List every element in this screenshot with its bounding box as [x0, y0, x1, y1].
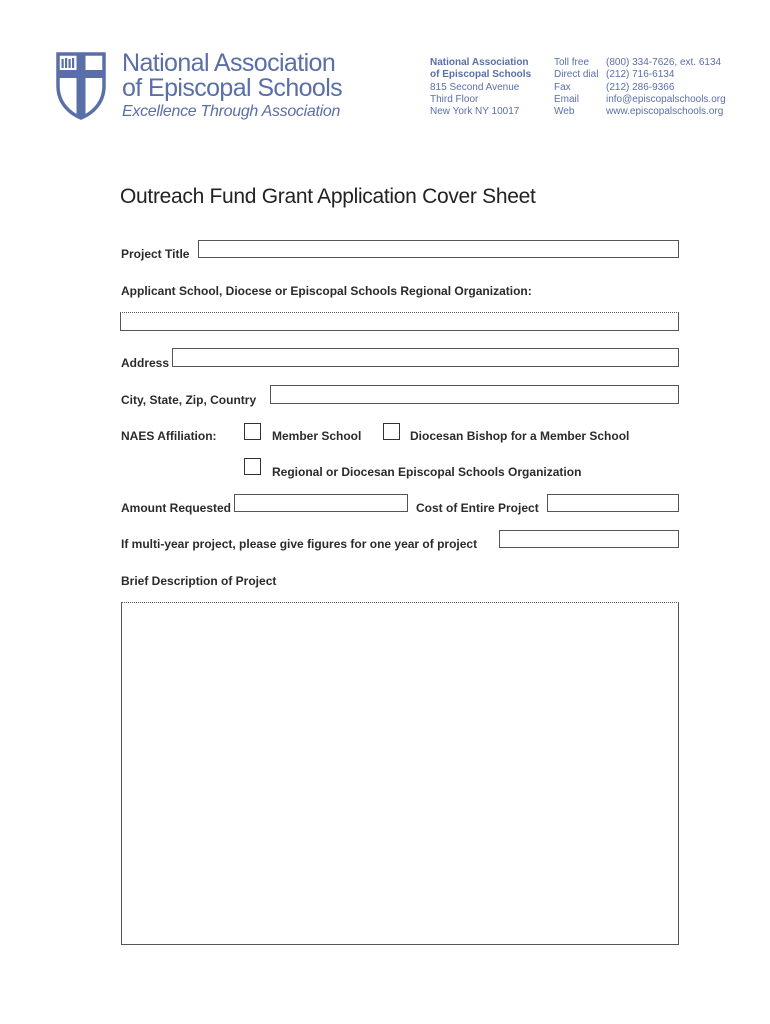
episcopal-shield-icon — [55, 52, 107, 120]
contact-row-email — [554, 94, 726, 106]
address-city: New York NY 10017 — [430, 106, 520, 118]
address-floor: Third Floor — [430, 93, 479, 105]
form-title: Outreach Fund Grant Application Cover Sheet — [120, 185, 536, 208]
contact-label: Fax — [554, 81, 571, 93]
amount-label: Amount Requested — [121, 501, 232, 515]
org-name-line2: of Episcopal Schools — [122, 74, 343, 102]
tagline: Excellence Through Association — [122, 103, 341, 120]
affiliation-label: NAES Affiliation: — [121, 429, 217, 443]
city-label: City, State, Zip, Country — [121, 393, 257, 407]
applicant-label: Applicant School, Diocese or Episcopal Schools Regional Organization: — [121, 284, 532, 298]
diocesan-bishop-label: Diocesan Bishop for a Member School — [410, 429, 630, 443]
contact-value: (212) 716-6134 — [606, 69, 675, 81]
contact-label: Direct dial — [554, 69, 599, 81]
description-label: Brief Description of Project — [121, 574, 277, 588]
project-title-field[interactable] — [198, 240, 679, 258]
cost-label: Cost of Entire Project — [416, 501, 539, 515]
address-block — [430, 57, 531, 118]
project-title-label: Project Title — [121, 247, 190, 261]
contact-block — [554, 57, 726, 118]
contact-label: Web — [554, 106, 575, 118]
org-name — [122, 51, 342, 101]
multiyear-field[interactable] — [499, 530, 679, 548]
regional-org-label: Regional or Diocesan Episcopal Schools Organization — [272, 465, 582, 479]
regional-org-checkbox[interactable] — [244, 458, 261, 475]
contact-value: info@episcopalschools.org — [606, 93, 726, 105]
address-label: Address — [121, 356, 170, 370]
contact-value: (800) 334-7626, ext. 6134 — [606, 57, 722, 68]
description-textarea[interactable] — [121, 602, 679, 945]
cost-field[interactable] — [547, 494, 679, 512]
city-field[interactable] — [270, 385, 679, 404]
address-name-line2: of Episcopal Schools — [430, 69, 532, 81]
contact-label: Toll free — [554, 57, 590, 68]
member-school-label: Member School — [272, 429, 362, 443]
contact-value: www.episcopalschools.org — [606, 106, 724, 118]
contact-row-direct — [554, 69, 726, 81]
contact-value: (212) 286-9366 — [606, 81, 675, 93]
contact-row-tollfree — [554, 57, 726, 69]
address-street: 815 Second Avenue — [430, 81, 520, 93]
contact-row-web — [554, 106, 726, 118]
diocesan-bishop-checkbox[interactable] — [383, 423, 400, 440]
org-name-line1: National Association — [122, 49, 336, 77]
contact-label: Email — [554, 93, 580, 105]
contact-row-fax — [554, 82, 726, 94]
address-name-line1: National Association — [430, 57, 529, 68]
multiyear-label: If multi-year project, please give figures for one year of project — [121, 537, 478, 551]
address-field[interactable] — [172, 348, 679, 367]
applicant-field[interactable] — [120, 312, 679, 331]
amount-field[interactable] — [234, 494, 408, 512]
member-school-checkbox[interactable] — [244, 423, 261, 440]
